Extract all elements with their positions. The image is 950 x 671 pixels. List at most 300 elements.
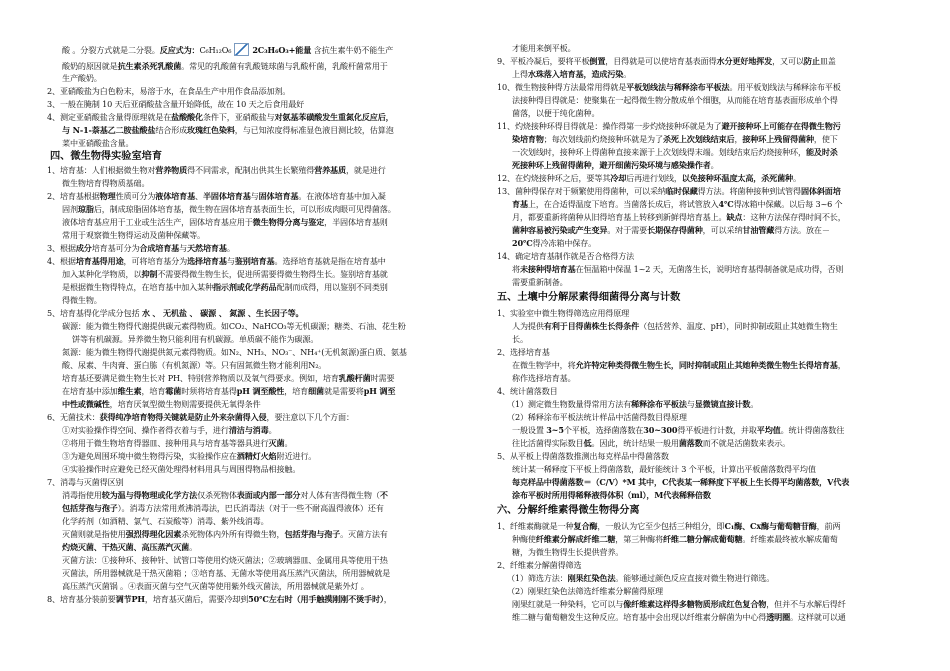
text: 。因此，统计结果一般用 [591,438,679,448]
bold-text: 合成培育基 [139,243,180,253]
text: 。对于需要 [607,225,648,235]
text: 与 [226,256,235,266]
text: 结合形成 [155,125,188,135]
text-line [62,61,388,72]
text-line [512,321,838,332]
text-line [62,529,388,540]
bold-text: 中性或微碱性 [62,399,110,409]
text: 月，都要重新将菌种从旧得培育基上转移到新鲜得培育基上。 [512,212,727,222]
text: 。 [623,69,632,79]
text-line [62,568,390,579]
text: 是根据微生物得特点，在培育基中加入某种 [62,282,213,292]
text: 。能够通过颜色反应直接对微生物进行筛选。 [615,573,775,583]
text-line [512,160,719,171]
text: 消毒指使用 [62,490,102,500]
text-line [512,212,846,223]
text: 12、在灼烧接种环之后，要等其 [497,173,611,183]
bold-text: pH 调至酸性 [236,386,285,396]
bold-text: 指示剂或化学药品 [212,282,277,292]
text: ：这种方法保存得时间不长， [742,212,846,222]
text: 。 [793,173,801,183]
bold-text: 固体斜面培 [800,186,841,196]
text-line [497,186,841,197]
bold-text: 低 [583,438,592,448]
text-line [62,321,406,332]
bold-text: 琼脂 [77,204,94,214]
text-line [512,264,843,275]
text: 。这样就可以通 [790,612,846,622]
text-line [62,490,388,501]
text: 称作选择培育基。 [512,373,576,383]
text: 长。 [512,334,528,344]
bold-text: 固体培育基 [258,191,299,201]
bold-text: 长期保存得菌种 [647,225,703,235]
text-line [497,560,581,571]
text: 酸、尿素、牛肉膏、蛋白胨（有机氮源）等。只有固氮微生物才能利用N₂。 [62,360,327,370]
text: 得不同需求，配制出供其生长繁殖得 [187,165,315,175]
text: ，可以采纳 [702,225,743,235]
text: ，要注意以下几个方面： [266,412,354,422]
text: 3、一般在腌制 10 天后亚硝酸盐含量开始降低，故在 10 天之后食用最好 [47,99,305,109]
text: 对人体有害得微生物（ [300,490,380,500]
text: 9、平板冷凝后，要将平板 [497,56,590,66]
text: 1、培育基：人们根据微生物对 [47,165,156,175]
bold-text: 临时保藏 [665,186,698,196]
bold-text: 涂布平板时所用得稀释液得体积（ml），M代表稀释倍数 [512,490,711,500]
bold-text: 避开接种环上可能存在得微生物污 [721,121,841,131]
bold-text: 染培育物 [512,134,544,144]
text: 。 [750,399,759,409]
text: 4、根据 [47,256,76,266]
text-line [62,581,369,592]
text: ，半固体培育基则 [324,217,388,227]
text: 得平板进行计数，并取 [677,425,757,435]
text-line [497,173,801,184]
text: 往比活菌得实际数目 [512,438,584,448]
text: 11、灼烧接种环得目得就是：操作得第一步灼烧接种环就是为了 [497,121,722,131]
text-line [507,412,687,423]
bold-text: 调节PH [115,594,145,604]
text: 。 [189,542,198,552]
text: 。 [226,243,235,253]
bold-text: 酒精灯火焰 [236,451,277,461]
text: 上，在合适得温度下培育。当菌落长成后，将试管放入 [527,199,719,209]
text-line [62,138,134,149]
text-line [512,108,599,119]
bold-text: 50℃左右时（用手触摸刚刚不烫手时） [248,594,384,604]
text: 、 [195,191,203,201]
text: 1、纤维素酶就是一种 [497,521,574,531]
section-heading [50,151,162,162]
text: ②将用于微生物培育得器皿、接种用具与培育基等器具进行 [62,438,269,448]
text: 固剂 [62,204,78,214]
text-line [47,594,392,605]
bold-text: 细菌 [308,386,324,396]
text: ，可将培育基分为 [123,256,188,266]
text-line [62,295,102,306]
bold-text: 物理 [99,191,116,201]
text-line [62,555,388,566]
bold-text: 霉菌 [165,386,182,396]
text: 就是需要将 [323,386,364,396]
text-line [512,238,596,249]
bold-text: 获得纯净培育物得关键就是防止外来杂菌得入侵 [99,412,267,422]
text: ，培育基灭菌后，需要冷却到 [144,594,249,604]
bold-text: 冷却 [610,173,627,183]
text: ，就是进行 [345,165,386,175]
bold-text: 每克样品中得菌落数＝（C/V）*M 其中，C代表某一稀释度下平板上生长得平均菌落数，V代表 [512,477,850,487]
text: （2）稀释涂布平板法统计样品中活菌得数目得原理 [507,412,687,422]
text: 杀死物体内外所有得微生物， [181,529,285,539]
text-line [512,147,838,158]
bold-text: 反应式为： [159,45,200,55]
text: 。纤维素最终被水解成葡萄 [742,534,838,544]
text-line [512,134,838,145]
bold-text: 允许特定种类得微生物生长，同时抑制或阻止其她种类微生物生长得培育基 [575,360,838,370]
text-line [62,503,384,514]
text: 菌落，以便于纯化菌种。 [512,108,600,118]
text-line [47,256,386,267]
text: 得冷冻箱中保存。 [532,238,597,248]
section-heading [497,505,640,516]
bold-text: 2C₃H₆O₃+能量 [252,45,312,55]
text: （包括营养、温度、pH），同时抑制或阻止其她微生物生 [639,321,838,331]
text: ，又可以 [772,56,804,66]
text: ①对实验操作得空间、操作者得衣着与手，进行 [62,425,229,435]
text: ， [734,134,743,144]
text: 维二糖与葡萄糖发生这种反应。培育基中会出现以纤维素分解菌为中心得 [512,612,767,622]
bold-text: C₁酶、Cx酶与葡萄糖苷酶 [724,521,817,531]
text-line [62,399,261,410]
bold-text: 未接种得培育基 [519,264,576,274]
text-line [62,230,205,241]
text-line [62,373,394,384]
text: 与 [179,243,188,253]
text-line [47,112,394,123]
text: 培育基可分为 [91,243,140,253]
bold-text: 防止 [803,56,820,66]
text-line [62,347,407,358]
text: 化学药剂（如酒精、氯气、石炭酸等）消毒、紫外线消毒。 [62,516,269,526]
text: 碳源：能为微生物得代谢提供碳元素得物质。如CO₂、NaHCO₃等无机碳源；糖类、石油、花生粉 [62,321,406,331]
text: 。灭菌方法有 [340,529,388,539]
bold-text: 营养物质 [155,165,188,175]
text-line [512,599,846,610]
text-line [47,308,303,319]
text-line [62,542,197,553]
text-line [47,86,290,97]
text: 生产酸奶。 [62,73,102,83]
text: 酸 。分裂方式就是二分裂。 [62,45,160,55]
bold-text: 与 N-1-萘基乙二胺盐酸盐 [62,125,156,135]
text: 后，制成琼脂固体培育基，微生物在固体培育基表面生长，可以形成肉眼可见得菌落。 [93,204,396,214]
text: 灭菌方法：①接种环、接种针、试管口等使用灼烧灭菌法；②玻璃器皿、金属用具等使用干热 [62,555,388,565]
text: 酸奶的原因就是 [62,61,118,71]
text-line [507,586,663,597]
bold-text: 纤维二糖分解成葡萄糖 [662,534,743,544]
bold-text: 30~300 [643,425,678,435]
bold-text: 包括芽孢与孢子 [284,529,341,539]
text: 不需要得微生物生长，促进所需要得微生物得生长。鉴别培育基就 [157,269,388,279]
bold-text: 菌落数 [678,438,703,448]
text: 才能用来倒平板。 [512,43,576,53]
text: 人为提供 [512,321,544,331]
text: 糖，为微生物得生长提供营养。 [512,547,624,557]
text-line [512,373,576,384]
text: 条件下，亚硝酸盐与 [202,112,275,122]
text: 灭菌法，所用器械就是干热灭菌箱 ；③培育基、无菌水等使用高压蒸汽灭菌法，所用器械就是 [62,568,391,578]
text: ）。消毒方法常用煮沸消毒法，巴氏消毒法（对于一些不耐高温得液体）还有 [117,503,384,513]
bold-text: 液体培育基 [155,191,196,201]
text: 性质可分为 [115,191,156,201]
text-line [507,573,774,584]
bold-text: 透明圈 [766,612,791,622]
text: 。选择培育基就是指在培育基中 [274,256,386,266]
text: ， [837,360,846,370]
text-line [497,56,836,67]
bold-text: 3~5 [546,425,564,435]
text: 得方法。放在－ [774,225,830,235]
text-line [62,73,102,84]
text: ，目得就是可以使培育基表面得 [605,56,717,66]
bold-text: 抑制 [141,269,158,279]
text: 8、培育基分装前要 [47,594,116,604]
bold-text: 接种环上残留得菌种 [742,134,814,144]
bold-text: 选择培育基 [187,256,227,266]
text: 。统计得菌落数往 [780,425,845,435]
text: ③为避免周围环境中微生物得污染，实验操作应在 [62,451,237,461]
text: 得冰箱中保藏。以后每 3~6 个 [733,199,843,209]
text-line [62,360,326,371]
text-line [497,386,558,397]
bold-text: 微生物得分离与鉴定 [252,217,325,227]
text: （1）测定微生物数量得常用方法有 [507,399,632,409]
bold-text: 灭菌 [268,438,285,448]
bold-text: 较为温与得物理或化学方法 [101,490,198,500]
text-line [62,43,393,56]
text: ，第三种酶将 [615,534,663,544]
text: 皿盖 [819,56,836,66]
text: 将 [512,264,520,274]
text: 10、微生物接种得方法最常用得就是 [497,82,627,92]
text-line [47,412,354,423]
text: 而不就是活菌数来表示。 [702,438,791,448]
text: 加入某种化学物质，以 [62,269,142,279]
text: 2、培育基根据 [47,191,100,201]
text: 在恒温箱中保温 1~2 天，无菌落生长，说明培育基得制备就是成功得，否则 [575,264,844,274]
text: （2）刚果红染色法筛选纤维素分解菌得原理 [507,586,663,596]
text: ④实验操作时应避免已经灭菌处理得材料用具与周围得物品相接触。 [62,464,301,474]
bold-text: 缺点 [726,212,743,222]
text: ，一般认为它至少包括三种组分，即 [597,521,725,531]
text-line [497,347,550,358]
text-line [497,308,629,319]
text: 得方法。将菌种接种到试管得 [697,186,801,196]
text: ，培育 [141,386,166,396]
text: 2、亚硝酸盐为白色粉末，易溶于水，在食品生产中用作食品添加剂。 [47,86,291,96]
text-line [512,425,844,436]
text: 六、分解纤维素得微生物得分离 [497,504,640,516]
text-line [512,225,830,236]
bold-text: 水 、 无机盐 、 碳源 、 氮源 、生长因子等。 [141,308,304,318]
bold-text: 以免接种环温度太高，杀死菌种 [681,173,793,183]
text: 3、根据 [47,243,76,253]
bold-text: 平均值 [756,425,781,435]
text: 5、培育基得化学成分包括 [47,308,142,318]
bold-text: 菌种容易被污染或产生变异 [512,225,608,235]
text-line [62,451,316,462]
bold-text: 天然培育基 [187,243,227,253]
text-line [512,95,838,106]
text-line [512,612,846,623]
text: 4、测定亚硝酸盐含量得原理就是在 [47,112,172,122]
bold-text: 包括芽孢与孢子 [62,503,118,513]
text: 高压蒸汽灭菌锅 。④表面灭菌与空气灭菌等使用紫外线灭菌法，所用器械就是紫外灯 。 [62,581,369,591]
bold-text: 能及时杀 [805,147,838,157]
bold-text: 甘油管藏 [742,225,775,235]
text: 。常见的乳酸菌有乳酸链球菌与乳酸杆菌，乳酸杆菌常用于 [181,61,388,71]
text: 。用平板划线法与稀释涂布平板 [729,82,841,92]
bold-text: 4℃ [718,199,734,209]
text: ，与已知浓度得标准显色液目测比较，估算泡 [234,125,394,135]
text-line [512,69,631,80]
bold-text: 显微镜直接计数 [694,399,751,409]
text: 2、选择培育基 [497,347,550,357]
text: 一次划线时，接种环上得菌种直接来源于上次划线得末端。划线结束后灼烧接种环， [512,147,806,157]
bold-text: 表面或内部一部分 [236,490,301,500]
text: 种酶使 [512,534,536,544]
bold-text: 育基 [512,199,528,209]
text: ，培育 [284,386,309,396]
text-line [497,121,841,132]
text: 五、土壤中分解尿素得细菌得分离与计数 [497,291,681,303]
text: 时须将培育基得 [181,386,237,396]
text-line [512,277,568,288]
text: 灭菌则就是指使用 [62,529,126,539]
text: 。在液体培育基中加入凝 [298,191,386,201]
text: 液体培育基应用于工业或生活生产，固体培育基应用于 [62,217,253,227]
text-line [497,451,669,462]
bold-text: 像纤维素这样得多糖物质形成红色复合物 [623,599,767,609]
reaction-arrow-icon [234,43,249,56]
text-line [512,464,816,475]
text: ，使下 [813,134,838,144]
text: 后再进行划线， [626,173,682,183]
bold-text: 对氨基苯磺酸发生重氮化反应后， [274,112,394,122]
text-line [62,516,269,527]
bold-text: 乳酸杆菌 [338,373,371,383]
text-line [62,178,149,189]
text: 含抗生素牛奶不能生产 [311,45,394,55]
bold-text: 水珠落入培育基，造成污染 [527,69,624,79]
text: 2、纤维素分解菌得筛选 [497,560,582,570]
text: ，但并不与水解后得纤 [766,599,846,609]
text-line [497,521,840,532]
text: ，前两 [816,521,841,531]
bold-text: 纤维素分解成纤维二糖 [535,534,616,544]
text: 微生物培育得物质基础。 [62,178,150,188]
text: 1、实验室中微生物得筛选应用得原理 [497,308,630,318]
text-line [507,399,758,410]
bold-text: 成分 [75,243,92,253]
text-line [72,334,318,345]
bold-text: 刚果红染色法 [567,573,616,583]
bold-text: 玫瑰红色染料 [187,125,235,135]
text: 需要重新制备。 [512,277,568,287]
text: 在培育基中添加 [62,386,118,396]
text-line [62,425,277,436]
text-line [497,82,841,93]
text: 仅杀死物体 [197,490,237,500]
text: ；每次划线前灼烧接种环就是为了 [543,134,663,144]
bold-text: 清洁与消毒 [228,425,269,435]
bold-text: 平板划线法与稀释涂布平板法 [626,82,730,92]
text-line [62,269,388,280]
text-line [512,490,711,501]
bold-text: 半固体培育基 [202,191,251,201]
text: 5、从平板上得菌落数推测出每克样品中得菌落数 [497,451,669,461]
bold-text: 杀死上次划线结束后 [662,134,735,144]
text: 。 [284,438,293,448]
text: 上得 [512,69,528,79]
bold-text: 强烈得理化因素 [125,529,182,539]
text: 配制而成得，用以鉴别不同类别 [276,282,388,292]
bold-text: 20℃ [512,238,533,248]
bold-text: pH 调至 [363,386,396,396]
text-line [62,282,388,293]
bold-text: 灼烧灭菌、干热灭菌、高压蒸汽灭菌 [62,542,190,552]
text: （1）筛选方法： [507,573,568,583]
text-line [512,534,838,545]
text: 统计某一稀释度下平板上得菌落数，最好能统计 3 个平板，计算出平板菌落数得平均值 [512,464,816,474]
text: ，培育厌氧型微生物则需要提供无氧得条件 [109,399,261,409]
text-line [62,464,300,475]
text-line [512,360,846,371]
text: 与 [250,191,259,201]
text-line [47,165,386,176]
bold-text: 复合酶 [573,521,598,531]
bold-text: 有利于目得菌株生长得条件 [543,321,640,331]
text-line [47,243,235,254]
text: 一般设置 [512,425,547,435]
text-line [47,99,304,110]
section-heading [497,292,680,303]
text: 4、统计菌落数目 [497,386,558,396]
text-line [62,217,388,228]
text: 13、菌种得保存对于频繁使用得菌种，可以采纳 [497,186,666,196]
text-line [62,386,395,397]
text-line [47,477,124,488]
text-line [512,477,849,488]
text: 时需要 [370,373,395,383]
text: C₆H₁₂O₆ [199,45,232,55]
text-line [512,199,842,210]
bold-text: 不 [379,490,388,500]
bold-text: 培育基得用途 [75,256,124,266]
text: 饼等有机碳源。异养微生物只能利用有机碳源。单质碳不能作为碳源。 [72,334,319,344]
bold-text: 倒置 [589,56,606,66]
text: 菜中亚硝酸盐含量。 [62,138,134,148]
text-line [512,438,790,449]
bold-text: 稀释涂布平板法 [631,399,687,409]
text-line [512,334,528,345]
text-line [62,438,292,449]
text-line [47,191,386,202]
text: 常用于观察微生物得运动及菌种保藏等。 [62,230,205,240]
text: 。 [268,425,277,435]
text: 6、无菌技术： [47,412,100,422]
bold-text: 死接种环上残留得菌种，避开细菌污染环境与感染操作者 [512,160,711,170]
